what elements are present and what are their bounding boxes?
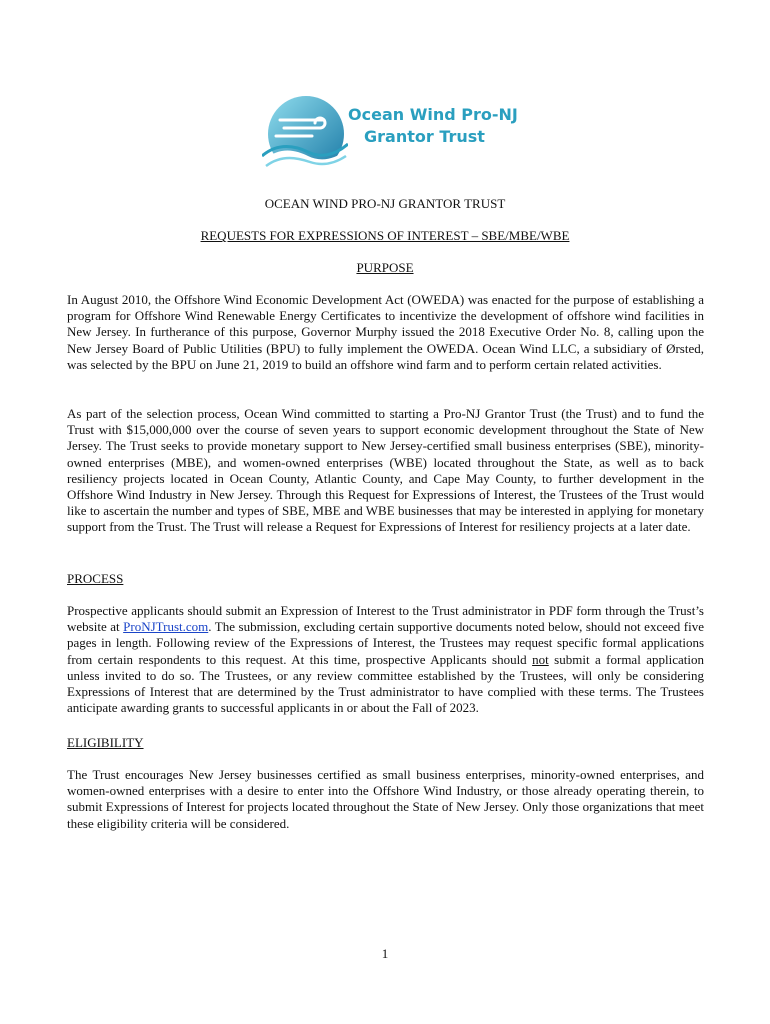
process-text-1: Prospective applicants should submit an Expression of Interest to the Trust administrator in PDF form through the Trust’s website at <box>67 603 704 635</box>
purpose-paragraph-2: As part of the selection process, Ocean Wind committed to starting a Pro-NJ Grantor Trust (the Trust) and to fund the Trust with $15,000,000 over the course of seven years to support economic development throughout the State of New Jersey. The Trust seeks to provide monetary support to New Jersey-certified small business enterprises (SBE), minority-owned enterprises (MBE), and women-owned enterprises (WBE) located throughout the State, as well as to back resiliency projects located in Ocean County, Atlantic County, and Cape May County, to further development in the Offshore Wind Industry in New Jersey. Through this Request for Expressions of Interest, the Trustees of the Trust would like to ascertain the number and types of SBE, MBE and WBE businesses that may be interested in applying for monetary support from the Trust. The Trust will release a Request for Expressions of Interest for resiliency projects at a later date. <box>67 406 704 535</box>
eligibility-heading: ELIGIBILITY <box>67 735 144 750</box>
process-text-3: submit a formal application unless invited to do so. The Trustees, or any review committee established by the Trustees, will only be considering Expressions of Interest that are determined by the Trust administrator to have complied with these terms. The Trustees anticipate awarding grants to successful applicants in or about the Fall of 2023. <box>67 651 704 716</box>
wind-waves-logo-icon <box>262 90 348 178</box>
logo-line-2: Grantor Trust <box>364 127 485 146</box>
process-emphasis-not: not <box>532 651 549 667</box>
page-number: 1 <box>381 946 389 961</box>
eligibility-paragraph: The Trust encourages New Jersey businesses certified as small business enterprises, minority-owned enterprises, and women-owned enterprises with a desire to enter into the Offshore Wind Industry, or those already operating therein, to submit Expressions of Interest for projects located throughout the State of New Jersey. Only those organizations that meet these eligibility criteria will be considered. <box>67 767 704 831</box>
document-subtitle: REQUESTS FOR EXPRESSIONS OF INTEREST – SBE/MBE/WBE <box>200 228 570 243</box>
process-heading: PROCESS <box>67 571 124 586</box>
document-title: OCEAN WIND PRO-NJ GRANTOR TRUST <box>264 196 506 211</box>
process-paragraph <box>67 603 704 716</box>
logo-wordmark <box>348 104 518 148</box>
purpose-paragraph-1: In August 2010, the Offshore Wind Economic Development Act (OWEDA) was enacted for the purpose of establishing a program for Offshore Wind Renewable Energy Certificates to incentivize the development of offshore wind facilities in New Jersey. In furtherance of this purpose, Governor Murphy issued the 2018 Executive Order No. 8, calling upon the New Jersey Board of Public Utilities (BPU) to fully implement the OWEDA. Ocean Wind LLC, a subsidiary of Ørsted, was selected by the BPU on June 21, 2019 to build an offshore wind farm and to perform certain related activities. <box>67 292 704 372</box>
logo <box>262 90 522 178</box>
process-text-2: . The submission, excluding certain supportive documents noted below, should not exceed five pages in length. Following review of the Expressions of Interest, the Trustees may request specific formal applications from certain respondents to this request. At this time, prospective Applicants should <box>67 619 704 667</box>
pronj-trust-link[interactable]: ProNJTrust.com <box>123 619 209 635</box>
purpose-heading: PURPOSE <box>356 260 414 275</box>
logo-line-1: Ocean Wind Pro-NJ <box>348 105 518 124</box>
